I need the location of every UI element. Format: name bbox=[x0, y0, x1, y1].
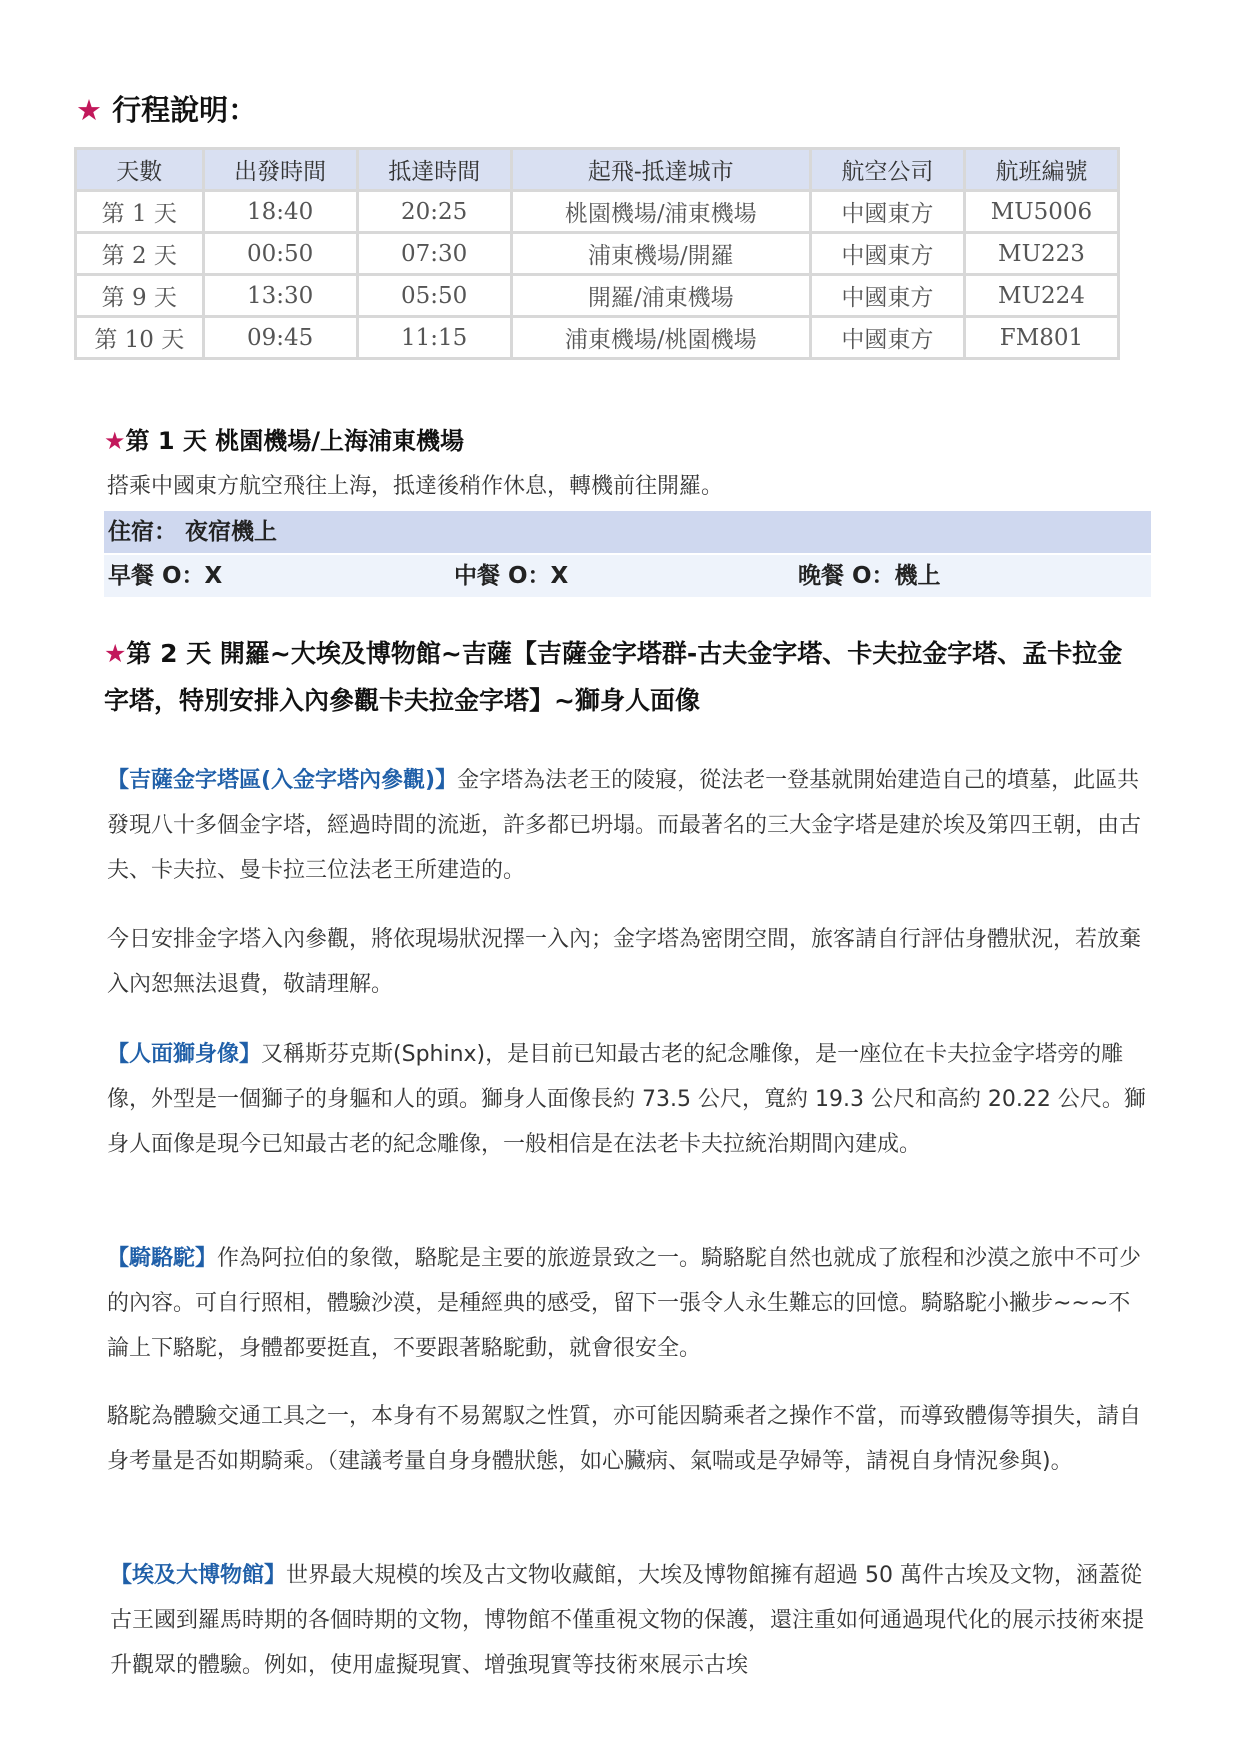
camel-label: 【騎駱駝】 bbox=[107, 1246, 218, 1271]
day1-dinner: 晚餐 O：機上 bbox=[798, 563, 941, 589]
day1-title-text: 第 1 天 桃園機場/上海浦東機場 bbox=[125, 427, 465, 455]
header-departure: 出發時間 bbox=[205, 150, 356, 189]
cell-route: 開羅/浦東機場 bbox=[513, 276, 809, 315]
cell-airline: 中國東方 bbox=[812, 192, 963, 231]
cell-departure: 09:45 bbox=[205, 318, 356, 357]
day1-stay: 住宿： 夜宿機上 bbox=[104, 511, 1151, 553]
cell-day: 第 1 天 bbox=[77, 192, 202, 231]
cell-day: 第 10 天 bbox=[77, 318, 202, 357]
cell-flight-no: MU223 bbox=[966, 234, 1117, 273]
header-airline: 航空公司 bbox=[812, 150, 963, 189]
sphinx-paragraph bbox=[107, 1032, 1147, 1167]
star-icon: ★ bbox=[76, 93, 102, 127]
cell-airline: 中國東方 bbox=[812, 318, 963, 357]
camel-note: 駱駝為體驗交通工具之一，本身有不易駕馭之性質，亦可能因騎乘者之操作不當，而導致體傷等損失，請自身考量是否如期騎乘。（建議考量自身身體狀態，如心臟病、氣喘或是孕婦等，請視自身情況參與)。 bbox=[107, 1404, 1142, 1474]
museum-text: 世界最大規模的埃及古文物收藏館，大埃及博物館擁有超過 50 萬件古埃及文物，涵蓋從古王國到羅馬時期的各個時期的文物，博物館不僅重視文物的保護，還注重如何通過現代化的展示技術來提升觀眾的體驗。例如，使用虛擬現實、增強現實等技術來展示古埃 bbox=[110, 1563, 1145, 1678]
cell-day: 第 9 天 bbox=[77, 276, 202, 315]
cell-airline: 中國東方 bbox=[812, 276, 963, 315]
camel-text: 作為阿拉伯的象徵，駱駝是主要的旅遊景致之一。騎駱駝自然也就成了旅程和沙漠之旅中不可少的內容。可自行照相，體驗沙漠，是種經典的感受，留下一張令人永生難忘的回憶。騎駱駝小撇步~~~不論上下駱駝，身體都要挺直，不要跟著駱駝動，就會很安全。 bbox=[107, 1246, 1142, 1361]
table-row bbox=[77, 318, 1117, 357]
star-icon: ★ bbox=[104, 639, 127, 668]
day1-breakfast: 早餐 O：X bbox=[108, 563, 223, 589]
cell-flight-no: MU224 bbox=[966, 276, 1117, 315]
star-icon: ★ bbox=[104, 427, 126, 455]
header-route: 起飛-抵達城市 bbox=[513, 150, 809, 189]
pyramids-note: 今日安排金字塔入內參觀，將依現場狀況擇一入內；金字塔為密閉空間，旅客請自行評估身體狀況，若放棄入內恕無法退費，敬請理解。 bbox=[107, 927, 1142, 997]
pyramids-paragraph bbox=[107, 758, 1147, 893]
section-title bbox=[76, 88, 257, 129]
pyramids-label: 【吉薩金字塔區(入金字塔內參觀)】 bbox=[107, 768, 458, 793]
cell-route: 浦東機場/桃園機場 bbox=[513, 318, 809, 357]
cell-departure: 13:30 bbox=[205, 276, 356, 315]
camel-paragraph bbox=[107, 1236, 1147, 1371]
day1-description: 搭乘中國東方航空飛往上海，抵達後稍作休息，轉機前往開羅。 bbox=[107, 474, 724, 499]
table-row bbox=[77, 234, 1117, 273]
header-arrival: 抵達時間 bbox=[359, 150, 510, 189]
cell-departure: 00:50 bbox=[205, 234, 356, 273]
pyramids-text: 金字塔為法老王的陵寢，從法老一登基就開始建造自己的墳墓，此區共發現八十多個金字塔，經過時間的流逝，許多都已坍塌。而最著名的三大金字塔是建於埃及第四王朝，由古夫、卡夫拉、曼卡拉三位法老王所建造的。 bbox=[107, 768, 1142, 883]
museum-paragraph bbox=[110, 1553, 1150, 1688]
header-day: 天數 bbox=[77, 150, 202, 189]
table-row bbox=[77, 192, 1117, 231]
day2-title bbox=[104, 630, 1144, 724]
day2-title-text: 第 2 天 開羅~大埃及博物館~吉薩【吉薩金字塔群-古夫金字塔、卡夫拉金字塔、孟卡拉金字塔，特別安排入內參觀卡夫拉金字塔】~獅身人面像 bbox=[104, 639, 1123, 715]
cell-route: 浦東機場/開羅 bbox=[513, 234, 809, 273]
header-flight-no: 航班編號 bbox=[966, 150, 1117, 189]
cell-arrival: 07:30 bbox=[359, 234, 510, 273]
cell-departure: 18:40 bbox=[205, 192, 356, 231]
table-row bbox=[77, 276, 1117, 315]
cell-day: 第 2 天 bbox=[77, 234, 202, 273]
day1-meals bbox=[104, 555, 1151, 597]
cell-route: 桃園機場/浦東機場 bbox=[513, 192, 809, 231]
cell-flight-no: FM801 bbox=[966, 318, 1117, 357]
sphinx-label: 【人面獅身像】 bbox=[107, 1042, 262, 1067]
sphinx-text: 又稱斯芬克斯(Sphinx)，是目前已知最古老的紀念雕像，是一座位在卡夫拉金字塔旁的雕像，外型是一個獅子的身軀和人的頭。獅身人面像長約 73.5 公尺，寬約 19.3 公尺和高約 20.22 公尺。獅身人面像是現今已知最古老的紀念雕像，一般相信是在法老卡夫拉統治期間內建成。 bbox=[107, 1042, 1146, 1157]
cell-arrival: 05:50 bbox=[359, 276, 510, 315]
cell-airline: 中國東方 bbox=[812, 234, 963, 273]
flight-table bbox=[74, 147, 1120, 360]
cell-arrival: 20:25 bbox=[359, 192, 510, 231]
flight-table-header bbox=[77, 150, 1117, 189]
section-title-text: 行程說明： bbox=[112, 93, 258, 127]
cell-arrival: 11:15 bbox=[359, 318, 510, 357]
day1-title bbox=[104, 418, 1144, 464]
cell-flight-no: MU5006 bbox=[966, 192, 1117, 231]
museum-label: 【埃及大博物館】 bbox=[110, 1563, 287, 1588]
day1-lunch: 中餐 O：X bbox=[454, 563, 569, 589]
